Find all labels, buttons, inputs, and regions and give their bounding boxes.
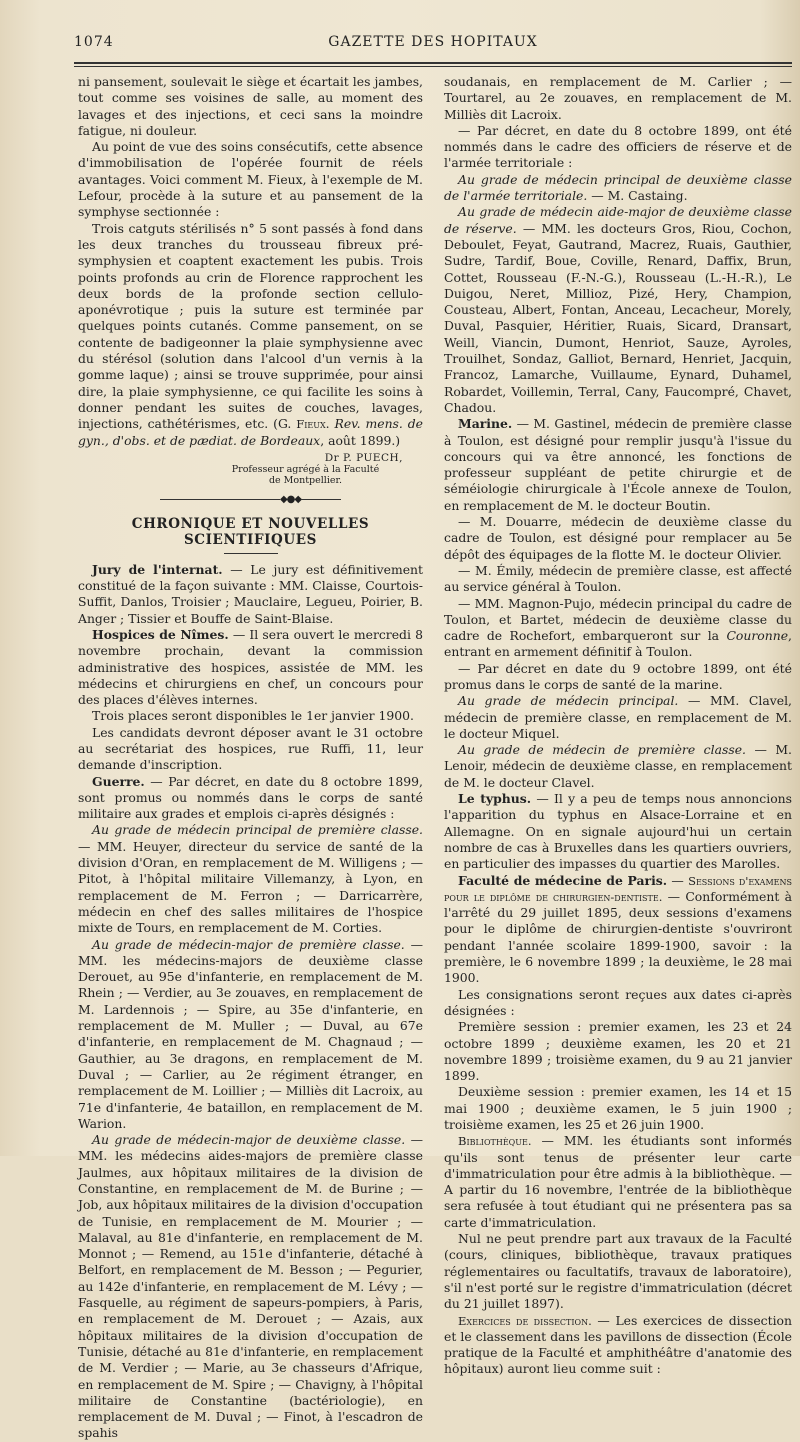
header-rule-thin	[74, 66, 792, 67]
signature-affiliation: de Montpellier.	[268, 474, 343, 486]
signature-affiliation: Professeur agrégé à la Faculté	[231, 463, 380, 475]
section-title-rule	[224, 553, 278, 554]
news-heading: Le typhus.	[458, 791, 532, 807]
news-paragraph: Au grade de médecin principal de première classe. — MM. Heuyer, directeur du service de santé de la division d'Oran, en remplacement de M. Willigens ; — Pitot, à l'hôpital militaire Villemanzy, à Lyon, en remplacement de M. Ferron ; — Darricarrère, médecin en chef des salles militaires de l'hospice mixte de Tours, en remplacement de M. Corties.	[78, 822, 423, 936]
grade-label: Au grade de médecin-major de deuxième classe.	[92, 1132, 406, 1148]
article-continuation: ni pansement, soulevait le siège et écartait les jambes, tout comme ses voisines de salle, au moment des lavages et des injections, et ceci sans la moindre fatigue, ni douleur.	[78, 74, 423, 138]
news-paragraph: Au grade de médecin de première classe. — M. Lenoir, médecin de deuxième classe, en remplacement de M. le docteur Clavel.	[444, 742, 792, 790]
news-heading: Guerre.	[92, 773, 145, 789]
ship-name: Couronne	[726, 628, 789, 644]
grade-label: Au grade de médecin principal de deuxième classe de l'armée territoriale.	[444, 171, 792, 204]
news-paragraph: Nul ne peut prendre part aux travaux de la Faculté (cours, cliniques, bibliothèque, travaux pratiques réglementaires ou facultatifs, travaux de laboratoire), s'il n'est porté sur le registre d'immatriculation (décret du 21 juillet 1897).	[444, 1231, 792, 1312]
news-item: Le typhus. — Il y a peu de temps nous annoncions l'apparition du typhus en Alsace-Lorraine et en Allemagne. On en signale aujourd'hui un certain nombre de cas à Bruxelles dans les quartiers ouvriers, en particulier des impasses du quartier des Marolles.	[444, 791, 792, 872]
news-continuation: soudanais, en remplacement de M. Carlier ; — Tourtarel, au 2e zouaves, en remplacement de M. Milliès dit Lacroix.	[444, 74, 792, 122]
news-paragraph: Les consignations seront reçues aux dates ci-après désignées :	[444, 986, 792, 1018]
article-paragraph: Trois catguts stérilisés n° 5 sont passés à fond dans les deux tranches du trousseau fibreux pré-symphysien et coaptent exactement les pubis. Trois points profonds au crin de Florence rapprochent les deux bords de la profonde section cellulo-aponévrotique ; puis la suture est terminée par quelques points cutanés. Comme pansement, on se contente de badigeonner la plaie symphysienne avec du stérésol (solution dans l'alcool d'un vernis à la gomme laque) ; ainsi se trouve supprimée, pour ainsi dire, la plaie symphysienne, ce qui facilite les soins à donner pendant les suites de couches, lavages, injections, cathétérismes, etc. (G. Fieux. Rev. mens. de gyn., d'obs. et de pædiat. de Bordeaux, août 1899.)	[78, 220, 423, 448]
news-paragraph: Au grade de médecin aide-major de deuxième classe de réserve. — MM. les docteurs Gros, Riou, Cochon, Deboulet, Feyat, Gautrand, Macrez, Ruais, Gauthier, Sudre, Tardif, Boue, Coville, Renard, Daffix, Brun, Cottet, Rousseau (F.-N.-G.), Rousseau (L.-H.-R.), Le Duigou, Neret, Millioz, Pizé, Hery, Champion, Cousteau, Albert, Fontan, Anceau, Lecacheur, Morely, Duval, Pasquier, Héritier, Ruais, Sicard, Dransart, Weill, Viancin, Dumont, Henriot, Sauze, Ayroles, Trouilhet, Sondaz, Galliot, Bernard, Henriet, Jacquin, Francoz, Lamarche, Vuillaume, Eynard, Duhamel, Robardet, Voillemin, Terral, Cany, Faucompré, Chavet, Chadou.	[444, 204, 792, 415]
news-paragraph: Deuxième session : premier examen, les 14 et 15 mai 1900 ; deuxième examen, le 5 juin 1900 ; troisième examen, les 25 et 26 juin 1900.	[444, 1084, 792, 1132]
news-heading: Hospices de Nîmes.	[92, 626, 229, 642]
news-paragraph: — Par décret, en date du 8 octobre 1899, ont été nommés dans le cadre des officiers de réserve et de l'armée territoriale :	[444, 122, 792, 171]
grade-label: Au grade de médecin principal de première classe.	[92, 822, 423, 838]
news-item: Bibliothèque. — MM. les étudiants sont informés qu'ils sont tenus de présenter leur carte d'immatriculation pour être admis à la bibliothèque. — A partir du 16 novembre, l'entrée de la bibliothèque sera refusée à tout étudiant qui ne présentera pas sa carte d'immatriculation.	[444, 1133, 792, 1230]
news-paragraph: Première session : premier examen, les 23 et 24 octobre 1899 ; deuxième examen, les 20 et 21 novembre 1899 ; troisième examen, du 9 au 21 janvier 1899.	[444, 1019, 792, 1084]
news-paragraph: — M. Émily, médecin de première classe, est affecté au service général à Toulon.	[444, 562, 792, 595]
author-signature	[78, 453, 423, 486]
news-paragraph: Les candidats devront déposer avant le 31 octobre au secrétariat des hospices, rue Ruffi, 11, leur demande d'inscription.	[78, 724, 423, 773]
reference-journal: Rev. mens. de gyn., d'obs. et de pædiat. de Bordeaux	[78, 416, 423, 448]
news-paragraph: — MM. Magnon-Pujo, médecin principal du cadre de Toulon, et Bartet, médecin de deuxième classe du cadre de Rochefort, embarqueront sur la Couronne, entrant en armement définitif à Toulon.	[444, 595, 792, 660]
news-paragraph: Au grade de médecin principal. — MM. Clavel, médecin de première classe, en remplacement de M. le docteur Miquel.	[444, 693, 792, 741]
page-header	[74, 30, 792, 52]
grade-label: Au grade de médecin aide-major de deuxième classe de réserve.	[444, 204, 792, 236]
news-item: Guerre. — Par décret, en date du 8 octobre 1899, sont promus ou nommés dans le corps de santé militaire aux grades et emplois ci-après désignés :	[78, 773, 423, 822]
news-item: Exercices de dissection. — Les exercices de dissection et le classement dans les pavillons de dissection (École pratique de la Faculté et amphithéâtre d'anatomie des hôpitaux) auront lieu comme suit :	[444, 1312, 792, 1377]
right-column	[444, 74, 792, 1378]
journal-title: GAZETTE DES HOPITAUX	[328, 34, 538, 50]
news-heading: Jury de l'internat.	[92, 561, 223, 577]
article-paragraph: Au point de vue des soins consécutifs, cette absence d'immobilisation de l'opérée fournit de réels avantages. Voici comment M. Fieux, à l'exemple de M. Lefour, procède à la suture et au pansement de la symphyse sectionnée :	[78, 139, 423, 220]
news-subheading: Sessions d'examens pour le diplôme de chirurgien-dentiste.	[444, 873, 792, 904]
news-paragraph: Trois places seront disponibles le 1er janvier 1900.	[92, 708, 414, 724]
news-paragraph: — Par décret en date du 9 octobre 1899, ont été promus dans le corps de santé de la marine.	[444, 660, 792, 692]
news-subheading: Exercices de dissection.	[458, 1313, 592, 1328]
news-paragraph: Au grade de médecin-major de première classe. — MM. les médecins-majors de deuxième classe Derouet, au 95e d'infanterie, en remplacement de M. Rhein ; — Verdier, au 3e zouaves, en remplacement de M. Lardennois ; — Spire, au 35e d'infanterie, en remplacement de M. Muller ; — Duval, au 67e d'infanterie, en remplacement de M. Chagnaud ; — Gauthier, au 3e dragons, en remplacement de M. Duval ; — Carlier, au 2e régiment étranger, en remplacement de M. Loillier ; — Milliès dit Lacroix, au 71e d'infanterie, 4e bataillon, en remplacement de M. Warion.	[78, 936, 423, 1131]
grade-label: Au grade de médecin de première classe.	[458, 742, 746, 758]
news-item: Jury de l'internat. — Le jury est définitivement constitué de la façon suivante : MM. Claisse, Courtois-Suffit, Danlos, Troisier ; Mauclaire, Legueu, Poirier, B. Anger ; Tissier et Bouffe de Saint-Blaise.	[78, 561, 423, 626]
news-heading: Faculté de médecine de Paris.	[458, 872, 668, 888]
reference-author: Fieux	[296, 417, 326, 432]
news-paragraph: Au grade de médecin principal de deuxième classe de l'armée territoriale. — M. Castaing.	[444, 171, 792, 204]
news-heading: Marine.	[458, 416, 513, 432]
grade-label: Au grade de médecin principal.	[458, 693, 679, 709]
news-item: Faculté de médecine de Paris. — Sessions d'examens pour le diplôme de chirurgien-dentiste. — Conformément à l'arrêté du 29 juillet 1895, deux sessions d'examens pour le diplôme de chirurgien-dentiste s'ouvriront pendant l'année scolaire 1899-1900, savoir : la première, le 6 novembre 1899 ; la deuxième, le 28 mai 1900.	[444, 872, 792, 986]
news-paragraph: — M. Douarre, médecin de deuxième classe du cadre de Toulon, est désigné pour remplacer au 5e dépôt des équipages de la flotte M. le docteur Olivier.	[444, 514, 792, 562]
news-paragraph: Au grade de médecin-major de deuxième classe. — MM. les médecins aides-majors de première classe Jaulmes, aux hôpitaux militaires de la division de Constantine, en remplacement de M. de Burine ; — Job, aux hôpitaux militaires de la division d'occupation de Tunisie, en remplacement de M. Mourier ; — Malaval, au 81e d'infanterie, en remplacement de M. Monnot ; — Remend, au 151e d'infanterie, détaché à Belfort, en remplacement de M. Besson ; — Pegurier, au 142e d'infanterie, en remplacement de M. Lévy ; — Fasquelle, au régiment de sapeurs-pompiers, à Paris, en remplacement de M. Derouet ; — Azais, aux hôpitaux militaires de la division d'occupation de Tunisie, détaché au 81e d'infanterie, en remplacement de M. Verdier ; — Marie, au 3e chasseurs d'Afrique, en remplacement de M. Spire ; — Chavigny, à l'hôpital militaire de Constantine (bactériologie), en remplacement de M. Duval ; — Finot, à l'escadron de spahis	[78, 1132, 423, 1441]
grade-label: Au grade de médecin-major de première classe.	[92, 936, 405, 952]
section-divider-ornament: ◆●◆	[78, 492, 423, 508]
section-title: CHRONIQUE ET NOUVELLES SCIENTIFIQUES	[131, 516, 370, 549]
page-number: 1074	[74, 34, 114, 50]
news-subheading: Bibliothèque.	[458, 1134, 532, 1149]
signature-name: Dr P. PUECH,	[324, 451, 403, 464]
news-item: Hospices de Nîmes. — Il sera ouvert le mercredi 8 novembre prochain, devant la commission administrative des hospices, assistée de MM. les médecins et chirurgiens en chef, un concours pour des places d'élèves internes.	[78, 626, 423, 708]
left-column	[78, 74, 423, 1442]
news-item: Marine. — M. Gastinel, médecin de première classe à Toulon, est désigné pour remplir jusqu'à l'issue du concours qui va être annoncé, les fonctions de professeur suppléant de petite chirurgie et de séméiologie chirurgicale à l'École annexe de Toulon, en remplacement de M. le docteur Boutin.	[444, 416, 792, 513]
header-rule-thick	[74, 62, 792, 64]
